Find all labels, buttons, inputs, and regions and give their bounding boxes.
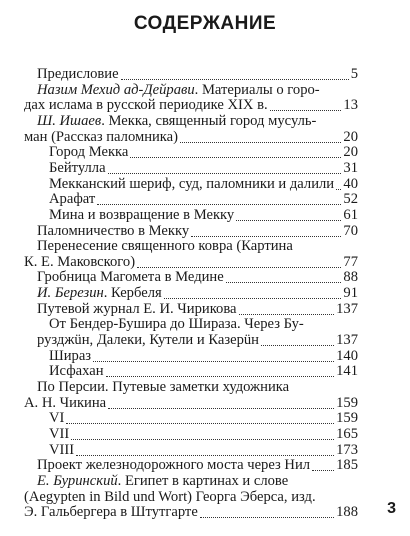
title-text: По Персии. Путевые заметки художника — [37, 379, 290, 395]
toc-page-number: 188 — [336, 504, 358, 521]
toc-page-number: 165 — [336, 425, 358, 442]
dot-leader — [270, 95, 342, 111]
toc-page-number: 31 — [343, 159, 358, 176]
dot-leader — [121, 64, 349, 80]
dot-leader — [312, 455, 334, 471]
toc-page-number: 91 — [343, 285, 358, 302]
toc-page-number: 159 — [336, 394, 358, 411]
author-name: Назим Мехид ад-Дейрави — [37, 81, 195, 98]
toc-page-number: 52 — [343, 191, 358, 208]
author-name: Ш. Ишаев — [37, 112, 102, 129]
dot-leader — [108, 393, 334, 409]
title-text: Паломничество в Мекку — [37, 222, 190, 239]
page-number: 3 — [387, 500, 396, 517]
dot-leader — [108, 158, 342, 174]
title-text: VI — [49, 410, 65, 427]
title-text: Гробница Магомета в Медине — [37, 269, 224, 286]
title-text: VIII — [49, 441, 75, 458]
dot-leader — [76, 440, 334, 456]
dot-leader — [137, 252, 341, 268]
dot-leader — [130, 142, 341, 158]
title-text: . Мекка, священный город мусуль- — [101, 112, 317, 129]
dot-leader — [226, 267, 342, 283]
dot-leader — [93, 346, 334, 362]
dot-leader — [164, 283, 342, 299]
toc-page-number: 141 — [336, 363, 358, 380]
dot-leader — [106, 361, 335, 377]
dot-leader — [336, 174, 341, 190]
title-text: Мина и возвращение в Мекку — [49, 206, 235, 223]
toc-page-number: 61 — [343, 206, 358, 223]
title-text: Проект железнодорожного моста через Нил — [37, 457, 311, 474]
title-text: . Египет в картинах и слове — [117, 472, 289, 489]
dot-leader — [97, 189, 341, 205]
dot-leader — [71, 424, 334, 440]
title-text: К. Е. Маковского) — [24, 253, 136, 270]
toc-page-number: 173 — [336, 441, 358, 458]
toc-page-number: 20 — [343, 128, 358, 145]
title-text: рузджüн, Далеки, Кутели и Казерüн — [37, 332, 259, 349]
toc-entry-title — [24, 502, 198, 522]
title-text: (Aegypten in Bild und Wort) Георга Эберса, изд. — [24, 488, 316, 505]
toc-page-number: 185 — [336, 457, 358, 474]
toc-page-number: 20 — [343, 144, 358, 161]
title-text: Арафат — [49, 191, 96, 208]
dot-leader — [236, 205, 341, 221]
title-text: VII — [49, 425, 70, 442]
dot-leader — [191, 221, 341, 237]
title-text: Шираз — [49, 347, 92, 364]
title-text: А. Н. Чикина — [24, 394, 107, 411]
page-title: СОДЕРЖАНИЕ — [133, 13, 277, 34]
toc-page-number: 40 — [343, 175, 358, 192]
title-text: . Материалы о горо- — [194, 81, 320, 98]
title-text: Исфахан — [49, 363, 104, 380]
title-text: От Бендер-Бушира до Шираза. Через Бу- — [49, 316, 304, 333]
toc-page-number: 70 — [343, 222, 358, 239]
author-name: Е. Буринский — [37, 472, 118, 489]
toc-page-number: 159 — [336, 410, 358, 427]
toc-page-number: 88 — [343, 269, 358, 286]
title-text: . Кербеля — [103, 285, 162, 302]
toc-page-number: 13 — [343, 97, 358, 114]
title-text: Мекканский шериф, суд, паломники и далили — [49, 175, 335, 192]
toc-page-number: 140 — [336, 347, 358, 364]
toc-page-number: 5 — [350, 66, 358, 82]
toc-entry — [0, 502, 410, 522]
author-name: И. Березин — [37, 285, 104, 302]
dot-leader — [200, 502, 334, 518]
title-text: Бейтулла — [49, 159, 106, 176]
dot-leader — [239, 299, 335, 315]
toc-page-number: 137 — [336, 300, 358, 317]
dot-leader — [261, 330, 334, 346]
title-text: Город Мекка — [49, 144, 129, 161]
toc-page-number: 77 — [343, 253, 358, 270]
title-text: Перенесение священного ковра (Картина — [37, 238, 293, 255]
toc-page-number: 137 — [336, 332, 358, 349]
title-text: дах ислама в русской периодике XIX в. — [24, 97, 268, 114]
title-text: Путевой журнал Е. И. Чирикова — [37, 300, 237, 317]
title-text: ман (Рассказ паломника) — [24, 128, 179, 145]
dot-leader — [66, 408, 334, 424]
dot-leader — [180, 127, 341, 143]
title-text: Э. Гальбергера в Штутгарте — [24, 504, 198, 521]
title-text: Предисловие — [37, 66, 119, 82]
